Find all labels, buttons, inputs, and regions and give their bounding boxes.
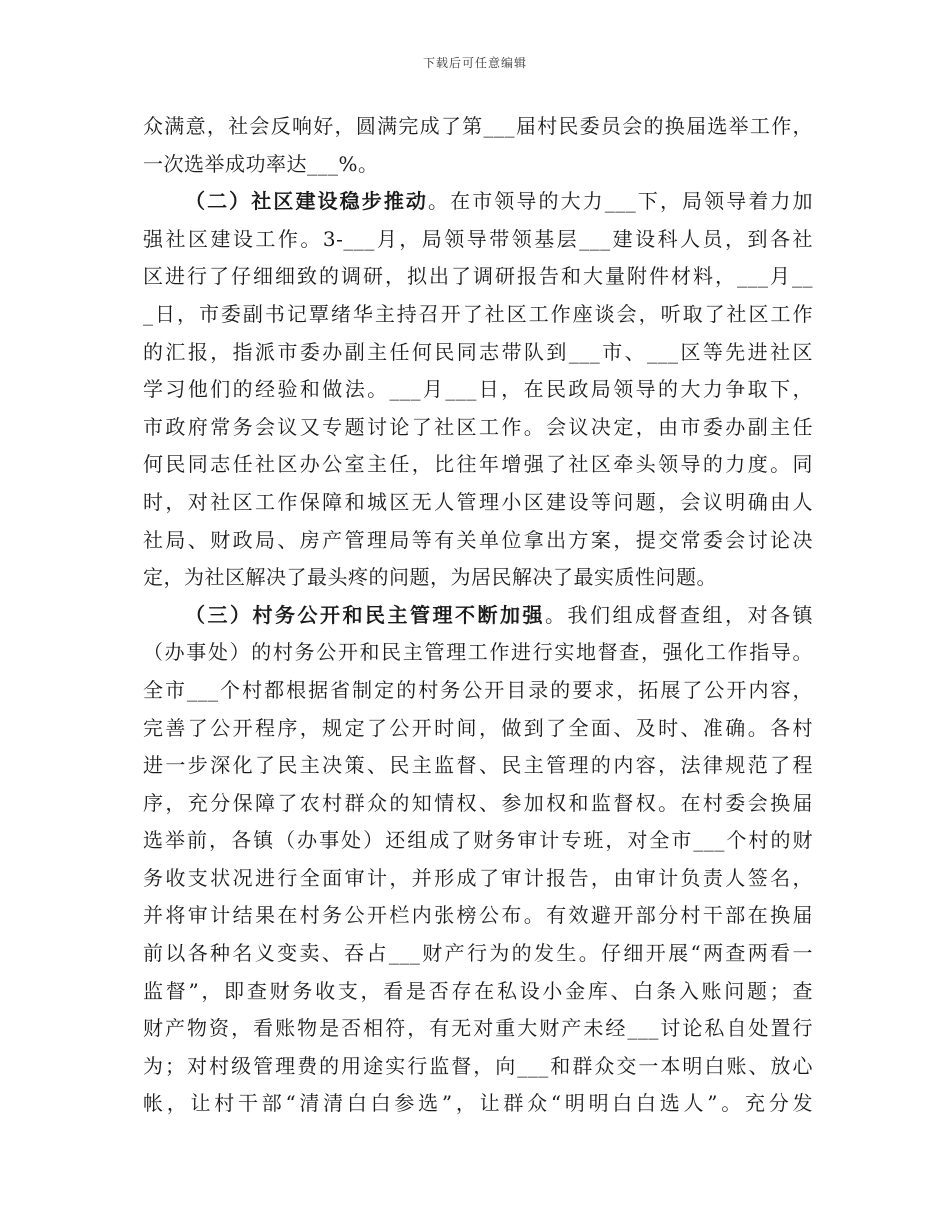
line-text: 。在市领导的大力___下，局领导着力加 bbox=[428, 189, 814, 214]
text-line bbox=[143, 935, 813, 973]
text-line bbox=[143, 897, 813, 935]
line-text: _日，市委副书记覃绪华主持召开了社区工作座谈会，听取了社区工作 bbox=[143, 301, 813, 326]
text-line bbox=[143, 258, 813, 296]
line-text: 社局、财政局、房产管理局等有关单位拿出方案，提交常委会讨论决 bbox=[143, 527, 813, 552]
text-line bbox=[143, 634, 813, 672]
line-text: 。我们组成督查组，对各镇 bbox=[545, 602, 813, 627]
line-text: 定，为社区解决了最头疼的问题，为居民解决了最实质性问题。 bbox=[143, 565, 717, 590]
page-header-note: 下载后可任意编辑 bbox=[422, 56, 527, 70]
text-line bbox=[143, 334, 813, 372]
line-text: 帐，让村干部“清清白白参选”，让群众“明明白白选人”。充分发 bbox=[143, 1091, 813, 1116]
line-text: 并将审计结果在村务公开栏内张榜公布。有效避开部分村干部在换届 bbox=[143, 903, 813, 928]
text-line bbox=[143, 973, 813, 1011]
line-text: 选举前，各镇（办事处）还组成了财务审计专班，对全市___个村的财 bbox=[143, 828, 813, 853]
line-text: 区进行了仔细细致的调研，拟出了调研报告和大量附件材料，___月__ bbox=[143, 264, 813, 289]
text-line bbox=[143, 371, 813, 409]
text-line bbox=[143, 146, 813, 184]
line-text: 监督”，即查财务收支，看是否存在私设小金库、白条入账问题；查 bbox=[143, 978, 813, 1003]
text-line bbox=[143, 860, 813, 898]
text-line bbox=[143, 522, 813, 560]
text-line bbox=[143, 409, 813, 447]
text-line bbox=[143, 672, 813, 710]
line-text: 前以各种名义变卖、吞占___财产行为的发生。仔细开展“两查两看一 bbox=[143, 941, 813, 966]
line-text: 进一步深化了民主决策、民主监督、民主管理的内容，法律规范了程 bbox=[143, 753, 813, 778]
line-text: 务收支状况进行全面审计，并形成了审计报告，由审计负责人签名， bbox=[143, 865, 813, 890]
line-text: 完善了公开程序，规定了公开时间，做到了全面、及时、准确。各村 bbox=[143, 715, 813, 740]
text-line bbox=[143, 484, 813, 522]
line-text: 学习他们的经验和做法。___月___日，在民政局领导的大力争取下， bbox=[143, 377, 813, 402]
text-line bbox=[143, 747, 813, 785]
text-line bbox=[143, 296, 813, 334]
line-text: 财产物资，看账物是否相符，有无对重大财产未经___讨论私自处置行 bbox=[143, 1016, 813, 1041]
text-line bbox=[143, 710, 813, 748]
line-text: 全市___个村都根据省制定的村务公开目录的要求，拓展了公开内容， bbox=[143, 677, 813, 702]
section-heading: （三）村务公开和民主管理不断加强 bbox=[185, 602, 545, 627]
line-text: 为；对村级管理费的用途实行监督，向___和群众交一本明白账、放心 bbox=[143, 1053, 813, 1078]
text-line bbox=[143, 1085, 813, 1123]
line-text: 时，对社区工作保障和城区无人管理小区建设等问题，会议明确由人 bbox=[143, 489, 813, 514]
text-line bbox=[143, 1010, 813, 1048]
text-line bbox=[143, 559, 813, 597]
section-heading-line bbox=[143, 183, 813, 221]
section-heading-line bbox=[143, 597, 813, 635]
text-line bbox=[143, 785, 813, 823]
line-text: 一次选举成功率达___%。 bbox=[143, 151, 379, 176]
line-text: 市政府常务会议又专题讨论了社区工作。会议决定，由市委办副主任 bbox=[143, 414, 813, 439]
line-text: 众满意，社会反响好，圆满完成了第___届村民委员会的换届选举工作， bbox=[143, 114, 813, 138]
text-line bbox=[143, 446, 813, 484]
line-text: 强社区建设工作。3-___月，局领导带领基层___建设科人员，到各社 bbox=[143, 226, 813, 251]
section-heading: （二）社区建设稳步推动 bbox=[185, 189, 429, 214]
text-line bbox=[143, 1048, 813, 1086]
line-text: 的汇报，指派市委办副主任何民同志带队到___市、___区等先进社区 bbox=[143, 339, 813, 364]
line-text: （办事处）的村务公开和民主管理工作进行实地督查，强化工作指导。 bbox=[143, 640, 813, 665]
text-line bbox=[143, 221, 813, 259]
document-body bbox=[143, 108, 813, 1123]
text-line bbox=[143, 108, 813, 146]
line-text: 何民同志任社区办公室主任，比往年增强了社区牵头领导的力度。同 bbox=[143, 452, 813, 477]
text-line bbox=[143, 822, 813, 860]
line-text: 序，充分保障了农村群众的知情权、参加权和监督权。在村委会换届 bbox=[143, 790, 813, 815]
